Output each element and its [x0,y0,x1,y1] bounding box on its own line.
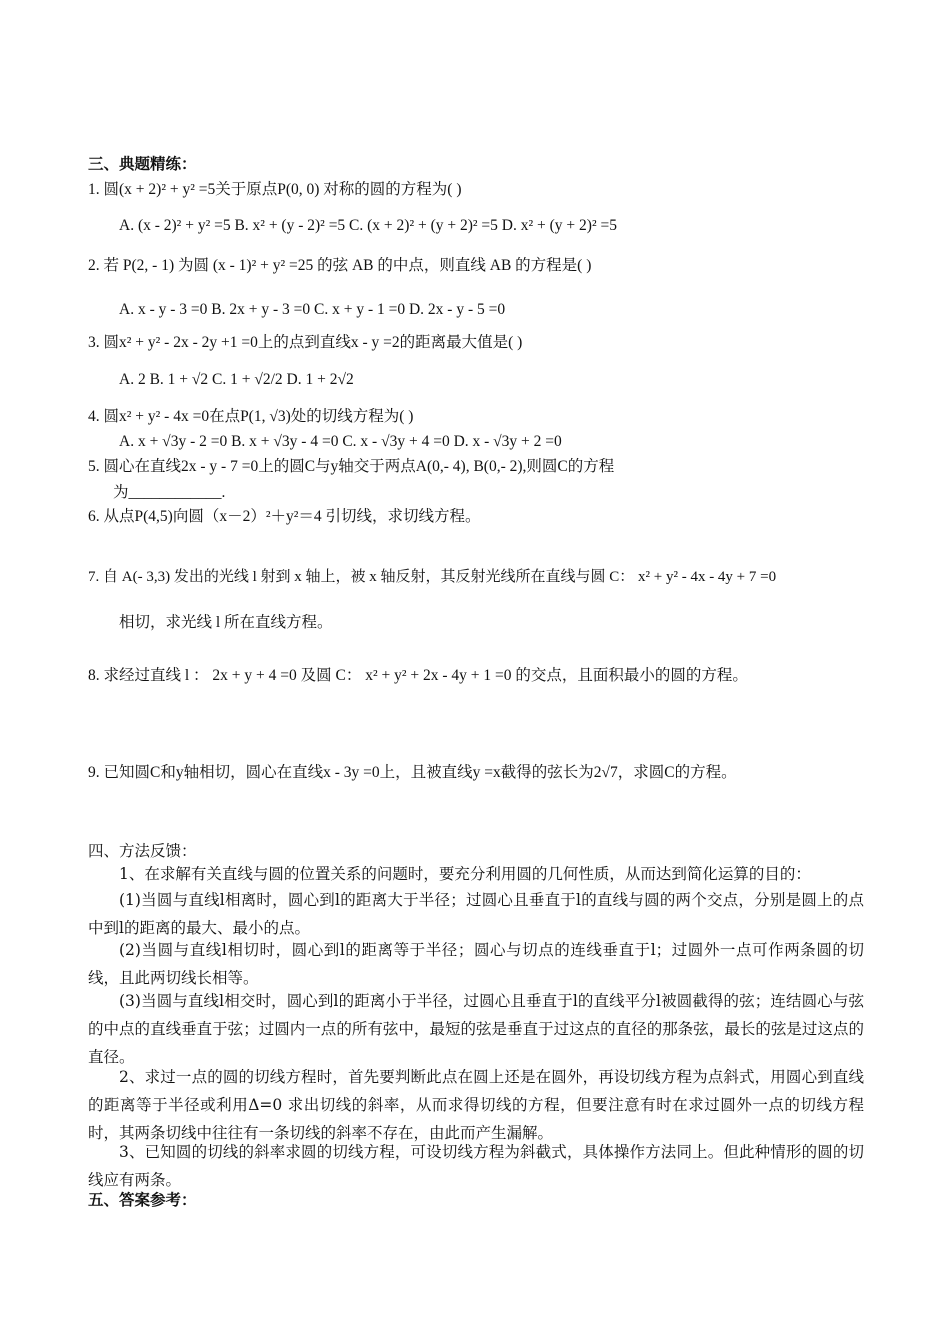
q6: 6. 从点P(4,5)向圆（x－2）²＋y²＝4 引切线，求切线方程。 [88,508,481,525]
q9: 9. 已知圆C和y轴相切，圆心在直线x - 3y =0上，且被直线y =x截得的弦长为2√7，求圆C的方程。 [88,764,737,781]
q2-options: A. x - y - 3 =0 B. 2x + y - 3 =0 C. x + y - 1 =0 D. 2x - y - 5 =0 [119,301,506,318]
method-para-1-1-text: (1)当圆与直线l相离时，圆心到l的距离大于半径；过圆心且垂直于l的直线与圆的两个交点，分别是圆上的点中到l的距离的最大、最小的点。 [88,891,864,937]
q1-stem: 1. 圆(x + 2)² + y² =5关于原点P(0, 0) 对称的圆的方程为( ) [88,181,462,198]
method-para-1-3 [88,987,864,1071]
method-para-2 [88,1063,864,1147]
q1-options: A. (x - 2)² + y² =5 B. x² + (y - 2)² =5 C. (x + 2)² + (y + 2)² =5 D. x² + (y + 2)² =5 [119,217,617,234]
q5-line1: 5. 圆心在直线2x - y - 7 =0上的圆C与y轴交于两点A(0,- 4), B(0,- 2),则圆C的方程 [88,458,615,475]
method-para-1-2-text: (2)当圆与直线l相切时，圆心到l的距离等于半径；圆心与切点的连线垂直于l；过圆外一点可作两条圆的切线，且此两切线长相等。 [88,941,864,987]
q3-options: A. 2 B. 1 + √2 C. 1 + √2/2 D. 1 + 2√2 [119,371,354,388]
q4-options: A. x + √3y - 2 =0 B. x + √3y - 4 =0 C. x - √3y + 4 =0 D. x - √3y + 2 =0 [119,433,562,450]
q7-line2: 相切，求光线 l 所在直线方程。 [119,614,333,631]
q3-stem: 3. 圆x² + y² - 2x - 2y +1 =0上的点到直线x - y =2的距离最大值是( ) [88,334,523,351]
q7-line1: 7. 自 A(- 3,3) 发出的光线 l 射到 x 轴上，被 x 轴反射，其反射光线所在直线与圆 C： x² + y² - 4x - 4y + 7 =0 [88,569,777,585]
method-para-1-2 [88,936,864,992]
method-para-1-1 [88,886,864,942]
method-para-3-text: 3、已知圆的切线的斜率求圆的切线方程，可设切线方程为斜截式，具体操作方法同上。但此种情形的圆的切线应有两条。 [88,1143,864,1189]
q8: 8. 求经过直线 l ： 2x + y + 4 =0 及圆 C： x² + y² + 2x - 4y + 1 =0 的交点，且面积最小的圆的方程。 [88,667,748,684]
method-para-1 [88,860,864,888]
q2-stem: 2. 若 P(2, - 1) 为圆 (x - 1)² + y² =25 的弦 AB 的中点，则直线 AB 的方程是( ) [88,257,592,274]
q4-stem: 4. 圆x² + y² - 4x =0在点P(1, √3)处的切线方程为( ) [88,408,414,425]
q5-line2: 为____________. [113,484,226,501]
section3-heading: 三、典题精练： [88,154,197,173]
method-para-3 [88,1138,864,1194]
method-para-2-text: 2、求过一点的圆的切线方程时，首先要判断此点在圆上还是在圆外，再设切线方程为点斜式，用圆心到直线的距离等于半径或利用Δ=0 求出切线的斜率，从而求得切线的方程，但要注意有时在求过圆外一点的切线方程时，其两条切线中往往有一条切线的斜率不存在，由此而产生漏解。 [88,1068,864,1142]
method-para-1-3-text: (3)当圆与直线l相交时，圆心到l的距离小于半径，过圆心且垂直于l的直线平分l被圆截得的弦；连结圆心与弦的中点的直线垂直于弦；过圆内一点的所有弦中，最短的弦是垂直于过这点的直径的那条弦，最长的弦是过这点的直径。 [88,992,864,1066]
section5-heading: 五、答案参考： [88,1190,197,1209]
section4-heading: 四、方法反馈： [88,842,197,860]
method-para-1-text: 1、在求解有关直线与圆的位置关系的问题时，要充分利用圆的几何性质，从而达到简化运算的目的： [119,865,811,883]
